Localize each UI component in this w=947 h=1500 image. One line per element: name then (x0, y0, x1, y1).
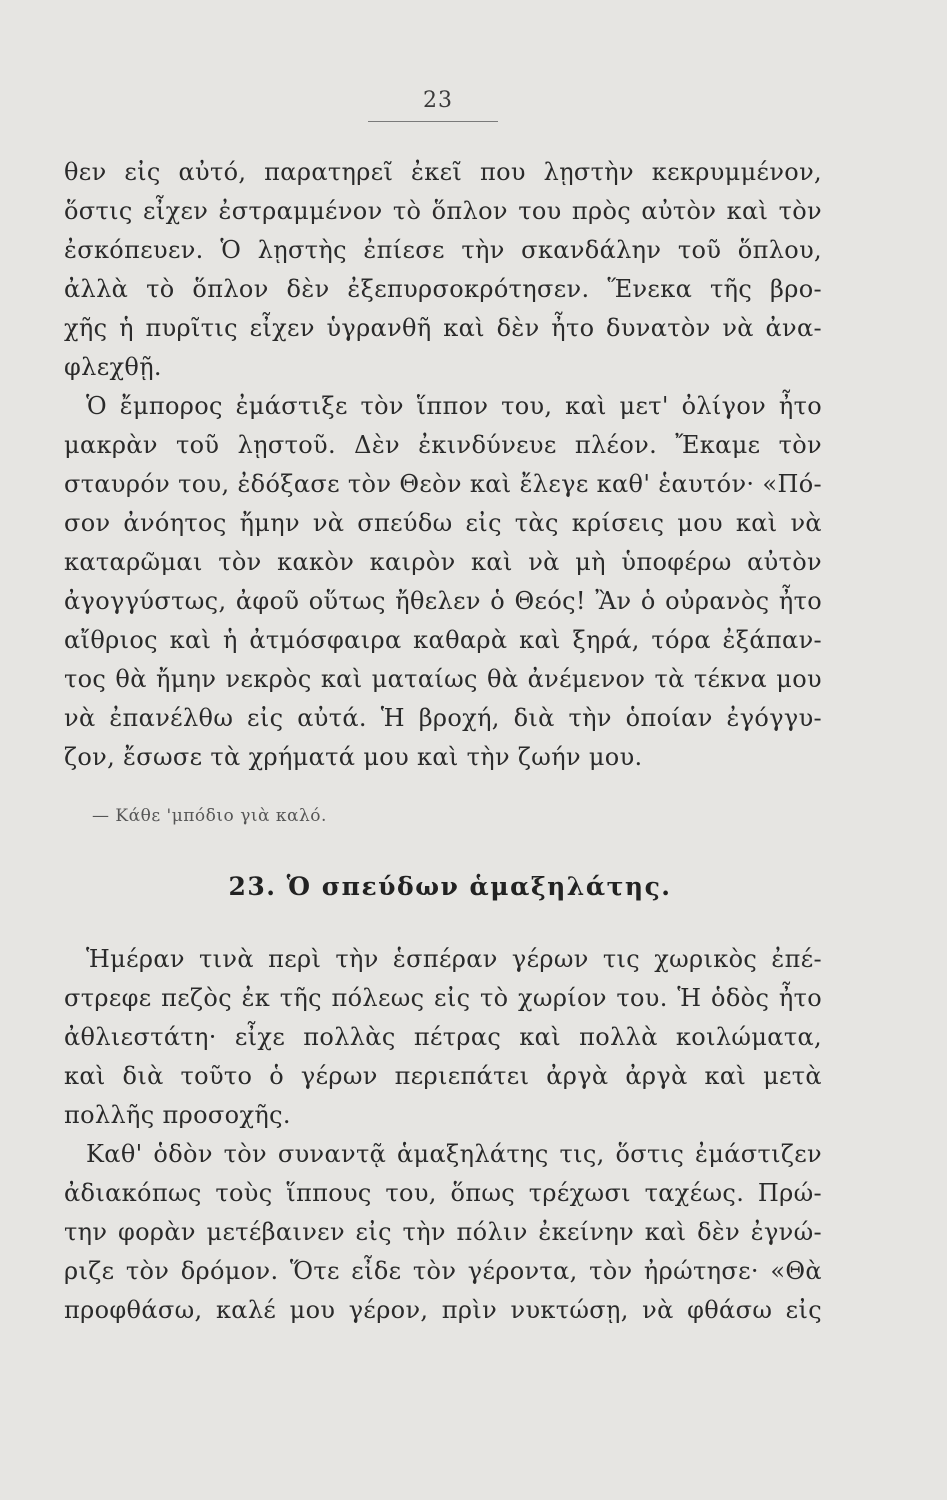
paragraph-1 (64, 153, 822, 387)
text-line: ζον, ἔσωσε τὰ χρήματά μου καὶ τὴν ζωήν μου. (64, 743, 643, 771)
text-line: σον ἀνόητος ἤμην νὰ σπεύδω εἰς τὰς κρίσεις μου καὶ νὰ (64, 509, 822, 537)
text-line: την φορὰν μετέβαινεν εἰς τὴν πόλιν ἐκείνην καὶ δὲν ἐγνώ- (64, 1218, 822, 1246)
paragraph-4 (64, 1135, 822, 1330)
text-line: τος θὰ ἤμην νεκρὸς καὶ ματαίως θὰ ἀνέμενον τὰ τέκνα μου (64, 665, 822, 693)
text-line: ριζε τὸν δρόμον. Ὅτε εἶδε τὸν γέροντα, τὸν ἠρώτησε· «Θὰ (64, 1257, 822, 1285)
text-line: Ὁ ἔμπορος ἐμάστιξε τὸν ἵππον του, καὶ μετ' ὀλίγον ἦτο (86, 392, 822, 420)
text-line: χῆς ἡ πυρῖτις εἶχεν ὑγρανθῆ καὶ δὲν ἦτο δυνατὸν νὰ ἀνα- (64, 314, 822, 342)
text-line: μακρὰν τοῦ λῃστοῦ. Δὲν ἐκινδύνευε πλέον. Ἔκαμε τὸν (64, 431, 822, 459)
paragraph-2 (64, 387, 822, 777)
text-line: ἀγογγύστως, ἀφοῦ οὕτως ἤθελεν ὁ Θεός! Ἂν ὁ οὐρανὸς ἦτο (64, 587, 822, 615)
paragraph-3 (64, 940, 822, 1135)
text-line: θεν εἰς αὐτό, παρατηρεῖ ἐκεῖ που λῃστὴν κεκρυμμένον, (64, 158, 822, 186)
text-line: ἐσκόπευεν. Ὁ λῃστὴς ἐπίεσε τὴν σκανδάλην τοῦ ὅπλου, (64, 236, 822, 264)
source-attribution: — Κάθε 'μπόδιο γιὰ καλό. (92, 806, 327, 826)
text-line: νὰ ἐπανέλθω εἰς αὐτά. Ἡ βροχή, διὰ τὴν ὁποίαν ἐγόγγυ- (64, 704, 822, 732)
text-line: ἀδιακόπως τοὺς ἵππους του, ὅπως τρέχωσι ταχέως. Πρώ- (64, 1179, 822, 1207)
text-line: καὶ διὰ τοῦτο ὁ γέρων περιεπάτει ἀργὰ ἀργὰ καὶ μετὰ (64, 1062, 822, 1090)
header-rule (368, 121, 498, 122)
text-line: πολλῆς προσοχῆς. (64, 1101, 291, 1129)
page-number: 23 (423, 88, 453, 113)
text-line: στρεφε πεζὸς ἐκ τῆς πόλεως εἰς τὸ χωρίον του. Ἡ ὁδὸς ἦτο (64, 984, 822, 1012)
text-line: φλεχθῇ. (64, 353, 162, 381)
text-line: ἀθλιεστάτη· εἶχε πολλὰς πέτρας καὶ πολλὰ κοιλώματα, (64, 1023, 822, 1051)
text-line: καταρῶμαι τὸν κακὸν καιρὸν καὶ νὰ μὴ ὑποφέρω αὐτὸν (64, 548, 822, 576)
text-line: Ἡμέραν τινὰ περὶ τὴν ἑσπέραν γέρων τις χωρικὸς ἐπέ- (86, 945, 822, 973)
section-title: 23. Ὁ σπεύδων ἁμαξηλάτης. (228, 872, 672, 901)
text-line: ἀλλὰ τὸ ὅπλον δὲν ἐξεπυρσοκρότησεν. Ἕνεκα τῆς βρο- (64, 275, 822, 303)
text-line: σταυρόν του, ἐδόξασε τὸν Θεὸν καὶ ἔλεγε καθ' ἑαυτόν· «Πό- (64, 470, 822, 498)
text-line: προφθάσω, καλέ μου γέρον, πρὶν νυκτώσῃ, νὰ φθάσω εἰς (64, 1296, 822, 1324)
text-line: αἴθριος καὶ ἡ ἀτμόσφαιρα καθαρὰ καὶ ξηρά, τόρα ἐξάπαν- (64, 626, 822, 654)
text-line: ὅστις εἶχεν ἐστραμμένον τὸ ὅπλον του πρὸς αὐτὸν καὶ τὸν (64, 197, 822, 225)
text-line: Καθ' ὁδὸν τὸν συναντᾷ ἁμαξηλάτης τις, ὅστις ἐμάστιζεν (86, 1140, 822, 1168)
